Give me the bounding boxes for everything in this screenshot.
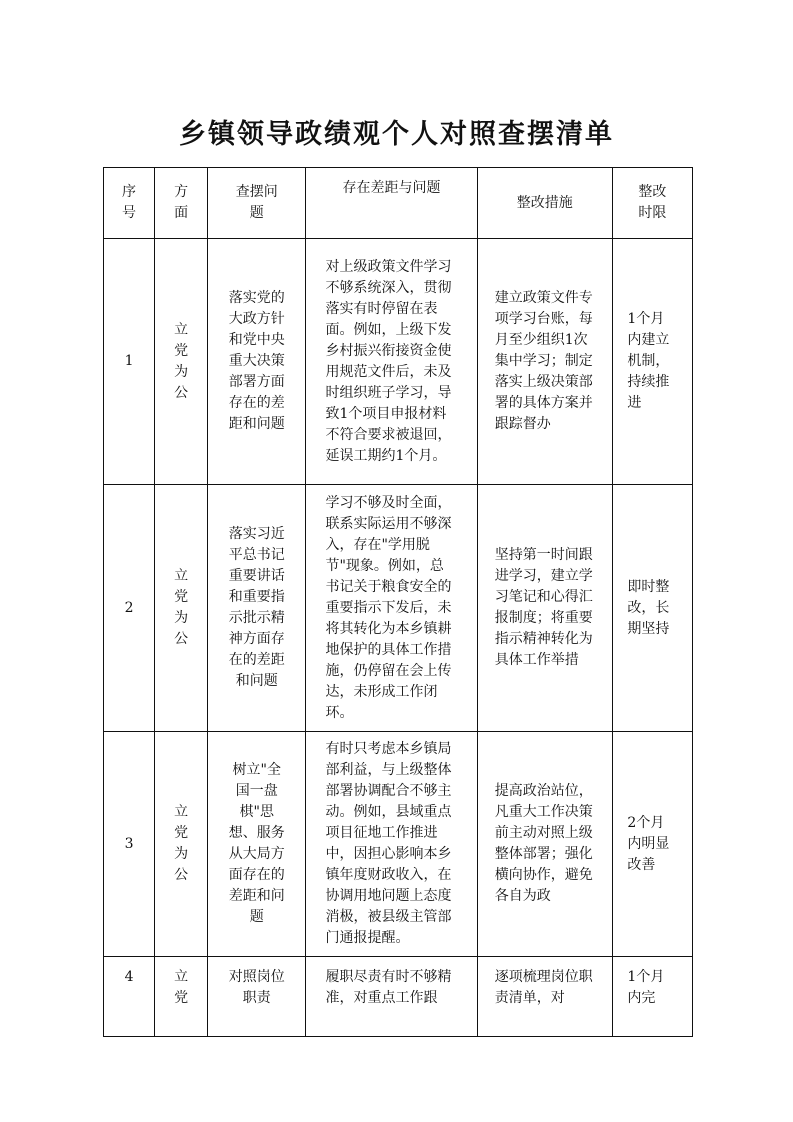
header-no: 序号 [104, 168, 155, 239]
row-deadline: 1个月内建立机制，持续推进 [612, 239, 692, 485]
row-deadline: 1个月内完 [612, 957, 692, 1037]
row-problem: 落实党的大政方针和党中央重大决策部署方面存在的差距和问题 [208, 239, 306, 485]
header-aspect: 方面 [155, 168, 208, 239]
header-deadline: 整改时限 [612, 168, 692, 239]
row-deadline: 即时整改，长期坚持 [612, 485, 692, 732]
row-gap: 履职尽责有时不够精准，对重点工作跟 [306, 957, 477, 1037]
table-header-row [104, 168, 693, 239]
table-row [104, 732, 693, 957]
row-measure: 提高政治站位，凡重大工作决策前主动对照上级整体部署；强化横向协作，避免各自为政 [477, 732, 612, 957]
table-row [104, 485, 693, 732]
row-deadline: 2个月内明显改善 [612, 732, 692, 957]
row-problem: 树立"全国一盘棋"思想、服务从大局方面存在的差距和问题 [208, 732, 306, 957]
row-no: 3 [104, 732, 155, 957]
row-measure: 建立政策文件专项学习台账，每月至少组织1次集中学习；制定落实上级决策部署的具体方案并跟踪督办 [477, 239, 612, 485]
page-title: 乡镇领导政绩观个人对照查摆清单 [179, 119, 614, 150]
row-aspect: 立党为公 [155, 732, 208, 957]
row-aspect: 立党为公 [155, 239, 208, 485]
header-measure: 整改措施 [477, 168, 612, 239]
row-aspect: 立党为公 [155, 485, 208, 732]
checklist-table [103, 167, 693, 1037]
row-gap: 对上级政策文件学习不够系统深入，贯彻落实有时停留在表面。例如，上级下发乡村振兴衔接资金使用规范文件后，未及时组织班子学习，导致1个项目申报材料不符合要求被退回，延误工期约1个月。 [306, 239, 477, 485]
row-no: 4 [104, 957, 155, 1037]
row-no: 2 [104, 485, 155, 732]
header-problem: 查摆问题 [208, 168, 306, 239]
row-gap: 学习不够及时全面，联系实际运用不够深入，存在"学用脱节"现象。例如，总书记关于粮食安全的重要指示下发后，未将其转化为本乡镇耕地保护的具体工作措施，仍停留在会上传达，未形成工作闭环。 [306, 485, 477, 732]
row-measure: 坚持第一时间跟进学习，建立学习笔记和心得汇报制度；将重要指示精神转化为具体工作举措 [477, 485, 612, 732]
row-problem: 落实习近平总书记重要讲话和重要指示批示精神方面存在的差距和问题 [208, 485, 306, 732]
row-gap: 有时只考虑本乡镇局部利益，与上级整体部署协调配合不够主动。例如，县域重点项目征地工作推进中，因担心影响本乡镇年度财政收入，在协调用地问题上态度消极，被县级主管部门通报提醒。 [306, 732, 477, 957]
row-no: 1 [104, 239, 155, 485]
row-measure: 逐项梳理岗位职责清单，对 [477, 957, 612, 1037]
row-problem: 对照岗位职责 [208, 957, 306, 1037]
header-gap: 存在差距与问题 [306, 168, 477, 239]
table-row [104, 957, 693, 1037]
table-row [104, 239, 693, 485]
row-aspect: 立党 [155, 957, 208, 1037]
